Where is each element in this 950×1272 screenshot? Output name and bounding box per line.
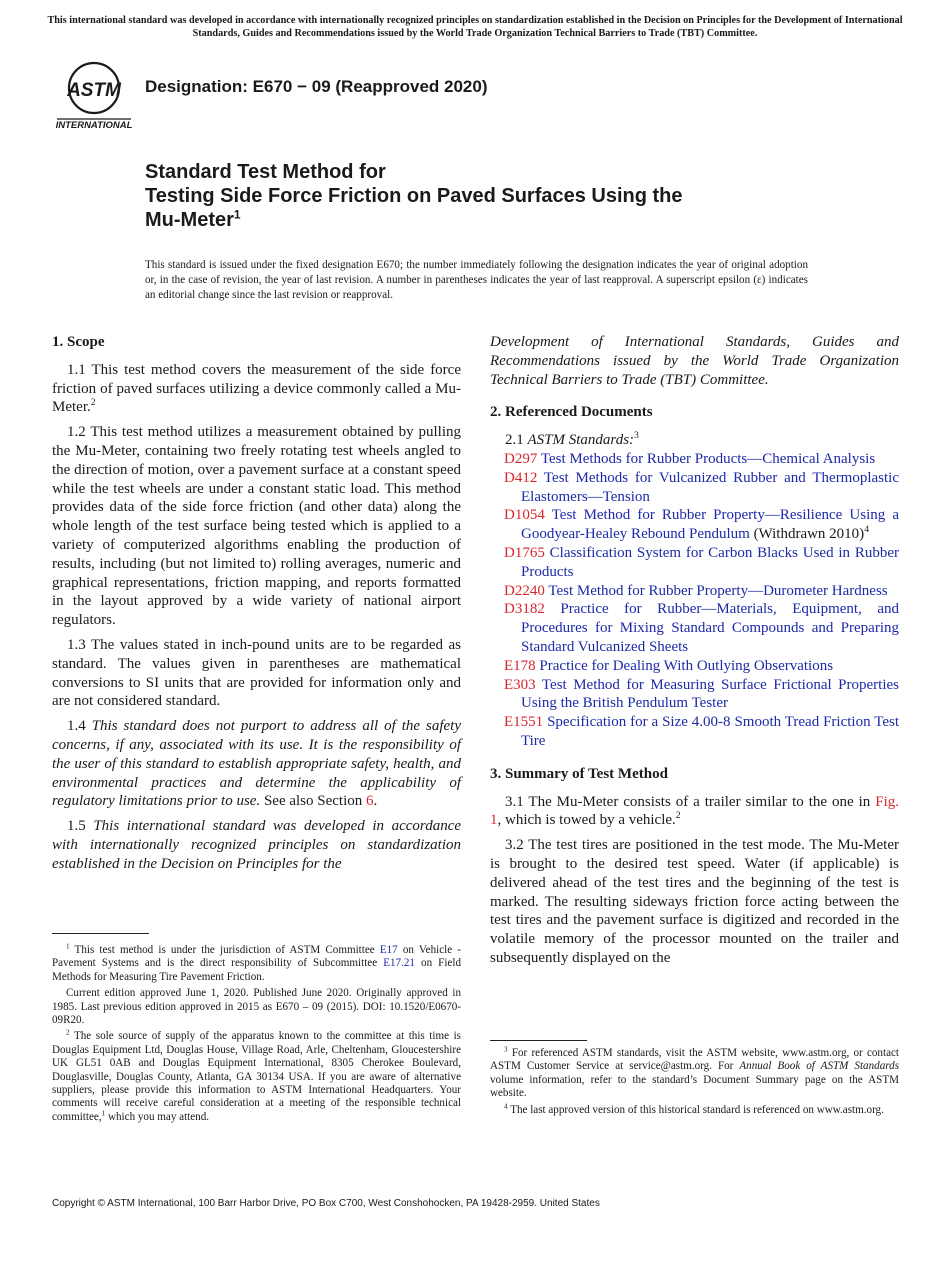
copyright-footer: Copyright © ASTM International, 100 Barr Harbor Drive, PO Box C700, West Conshohocken, PA 19428-2959. United States xyxy=(52,1198,600,1209)
scope-heading: 1. Scope xyxy=(52,334,105,350)
right-footnote-divider xyxy=(490,1040,587,1041)
footnote-2: $^2$ The sole source of supply of the apparatus known to the committee at this time is Douglas Equipment Ltd, Douglas House, Village Road, Arle, Cheltenham, Gloucestershire UK GL51 0AB and Douglas Equipment International, 8305 Cherokee Boulevard, Douglasville, Douglas County, Atlanta, GA 30134 USA. If you are aware of alternative suppliers, please provide this information to ASTM International Headquarters. Your comments will receive careful consideration at a meeting of the responsible technical committee,$^1$ which you may attend. xyxy=(52,1028,461,1123)
ref-d1765[interactable]: D1765 Classification System for Carbon Blacks Used in Rubber Products xyxy=(504,544,899,580)
ref-d1054[interactable]: D1054 Test Method for Rubber Property—Resilience Using a Goodyear-Healey Rebound Pendulum (Withdrawn 2010)$^4$ xyxy=(504,507,900,543)
summary-3-1: 3.1 The Mu-Meter consists of a trailer similar to the one in Fig. 1, which is towed by a vehicle.$^2$ xyxy=(490,793,899,829)
scope-1-3: 1.3 The values stated in inch-pound units are to be regarded as standard. The values given in parentheses are mathematical conversions to SI units that are provided for information only and are not considered standard. xyxy=(52,636,461,710)
ref-e1551[interactable]: E1551 Specification for a Size 4.00-8 Smooth Tread Friction Test Tire xyxy=(504,714,899,749)
right-column xyxy=(490,333,899,974)
ref-d412[interactable]: D412 Test Methods for Vulcanized Rubber and Thermoplastic Elastomers—Tension xyxy=(504,469,900,505)
ref-d2240[interactable]: D2240 Test Method for Rubber Property—Durometer Hardness xyxy=(504,582,888,599)
footnote-4: $^4$ The last approved version of this historical standard is referenced on www.astm.org. xyxy=(504,1101,884,1116)
footnote-ref-2[interactable]: 2 xyxy=(90,397,96,409)
reference-list xyxy=(490,450,899,751)
scope-1-5-continued: Development of International Standards, Guides and Recommendations issued by the World Trade Organization Technical Barriers to Trade (TBT) Committee. xyxy=(490,334,899,388)
title-line-3: Mu-Meter xyxy=(145,209,234,231)
intro-paragraph: This standard is issued under the fixed designation E670; the number immediately following the designation indicates the year of original adoption or, in the case of revision, the year of last revision. A number in parentheses indicates the year of last reapproval. A superscript epsilon (ε) indicates an editorial change since the last revision or reapproval. xyxy=(145,259,808,301)
footnote-1-edition: Current edition approved June 1, 2020. Published June 2020. Originally approved in 1985. Last previous edition approved in 2015 as E670 – 09 (2015). DOI: 10.1520/E0670-09R20. xyxy=(52,987,461,1027)
page-title xyxy=(145,160,865,232)
fig-1-link[interactable]: Fig. 1 xyxy=(490,793,899,829)
right-footnotes xyxy=(490,1047,899,1120)
ref-e303[interactable]: E303 Test Method for Measuring Surface Frictional Properties Using the British Pendulum Tester xyxy=(504,676,899,712)
ref-d297[interactable]: D297 Test Methods for Rubber Products—Chemical Analysis xyxy=(504,450,876,467)
top-notice: This international standard was developed in accordance with internationally recognized principles on standardization established in the Decision on Principles for the Development of International Standards, Guides and Recommendations issued by the World Trade Organization Technical Barriers to Trade (TBT) Committee. xyxy=(47,15,903,39)
left-footnotes xyxy=(52,944,461,1127)
logo-name: INTERNATIONAL xyxy=(55,120,133,131)
ref-d3182[interactable]: D3182 Practice for Rubber—Materials, Equipment, and Procedures for Mixing Standard Compounds and Preparing Standard Vulcanized Sheets xyxy=(504,601,899,655)
title-footnote-ref[interactable]: 1 xyxy=(233,207,241,222)
scope-1-4: 1.4 This standard does not purport to address all of the safety concerns, if any, associated with its use. It is the responsibility of the user of this standard to establish appropriate safety, health, and environmental practices and determine the applicability of regulatory limitations prior to use. See also Section 6. xyxy=(52,718,462,810)
referenced-docs-heading: 2. Referenced Documents xyxy=(490,404,653,421)
footnote-divider xyxy=(52,933,149,934)
designation: Designation: E670 − 09 (Reapproved 2020) xyxy=(145,77,488,96)
summary-3-2: 3.2 The test tires are positioned in the test mode. The Mu-Meter is brought to the desired test speed. Water (if applicable) is delivered ahead of the test tires and the beginning of the test is marked. The resulting sideways friction force acting between the test tires and the pavement surface is digitized and recorded in the volatile memory of the processor mounted on the trailer and subsequently displayed on the xyxy=(490,837,899,966)
logo-mark: ASTM xyxy=(67,80,121,101)
e17-link[interactable]: E17 xyxy=(379,944,398,956)
section-6-link[interactable]: 6 xyxy=(366,793,374,810)
title-line-2: Testing Side Force Friction on Paved Surfaces Using the xyxy=(145,185,683,207)
left-column xyxy=(52,333,461,880)
scope-1-2: 1.2 This test method utilizes a measurement obtained by pulling the Mu-Meter, containing two freely rotating test wheels angled to the direction of motion, over a pavement surface at a constant speed while the test wheels are under a constant static load. This method provides data of the side force friction (and other data) along the whole length of the test surface being tested which is applied to a variety of computerized algorithms enabling the production of results, including (but not limited to) rolling averages, numeric and graphical representations, friction mapping, and reports formatted in the layout approved by a wide variety of national airport regulators. xyxy=(52,424,461,629)
astm-logo xyxy=(54,58,134,132)
ref-e178[interactable]: E178 Practice for Dealing With Outlying Observations xyxy=(504,657,834,674)
e17-21-link[interactable]: E17.21 xyxy=(383,957,415,970)
footnote-3: $^3$ For referenced ASTM standards, visit the ASTM website, www.astm.org, or contact ASTM Customer Service at service@astm.org. For Annual Book of ASTM Standards volume information, refer to the standard’s Document Summary page on the ASTM website. xyxy=(490,1045,900,1100)
astm-standards-subheading: 2.1 ASTM Standards:$^3$ xyxy=(505,430,639,449)
title-line-1: Standard Test Method for xyxy=(145,161,386,183)
scope-1-1: 1.1 This test method covers the measurement of the side force friction of paved surfaces utilizing a device commonly called a Mu-Meter.$^2$ xyxy=(52,361,461,416)
footnote-1: $^1$ This test method is under the jurisdiction of ASTM Committee E17 on Vehicle - Pavement Systems and is the direct responsibility of Subcommittee E17.21 on Field Methods for Measuring Tire Pavement Friction. xyxy=(52,942,461,983)
scope-1-5: 1.5 This international standard was developed in accordance with internationally recognized principles on standardization established in the Decision on Principles for the xyxy=(52,818,462,872)
summary-heading: 3. Summary of Test Method xyxy=(490,765,668,782)
